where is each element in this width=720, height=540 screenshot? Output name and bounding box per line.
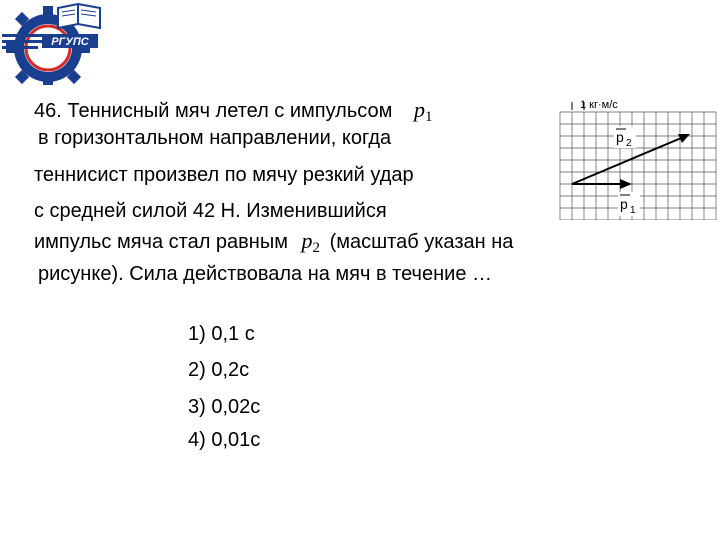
svg-text:p: p (616, 129, 624, 145)
p1-label (618, 192, 640, 216)
question-text-5b: (масштаб указан на (329, 231, 514, 253)
p2-label (614, 126, 636, 149)
answer-option-2[interactable]: 2) 0,2с (188, 359, 250, 381)
answer-option-4[interactable]: 4) 0,01с (188, 429, 261, 451)
question-line-3: теннисист произвел по мячу резкий удар (34, 164, 414, 186)
question-text-1: Теннисный мяч летел с импульсом (67, 100, 393, 122)
question-number: 46. (34, 100, 62, 122)
question-line-4: с средней силой 42 Н. Изменившийся (34, 200, 387, 222)
question-line-1 (34, 98, 432, 129)
p2-symbol: $p_2$ (301, 228, 321, 256)
book-icon (58, 4, 100, 28)
logo-text: РГУПС (51, 36, 89, 48)
university-logo (0, 0, 105, 85)
svg-text:2: 2 (626, 138, 632, 149)
momentum-vector-figure (540, 96, 720, 220)
question-line-5 (34, 229, 513, 260)
answer-option-1[interactable]: 1) 0,1 с (188, 323, 255, 345)
svg-text:1: 1 (630, 205, 636, 216)
question-line-6: рисунке). Сила действовала на мяч в течение … (38, 263, 492, 285)
p1-arrowhead (620, 179, 632, 189)
question-text-5: импульс мяча стал равным (34, 231, 288, 253)
scale-label: 1 кг·м/с (580, 99, 618, 111)
svg-text:p: p (620, 196, 628, 212)
p1-symbol: $p_1$ (413, 97, 433, 125)
question-line-2: в горизонтальном направлении, когда (38, 127, 392, 149)
answer-option-3[interactable]: 3) 0,02с (188, 396, 261, 418)
